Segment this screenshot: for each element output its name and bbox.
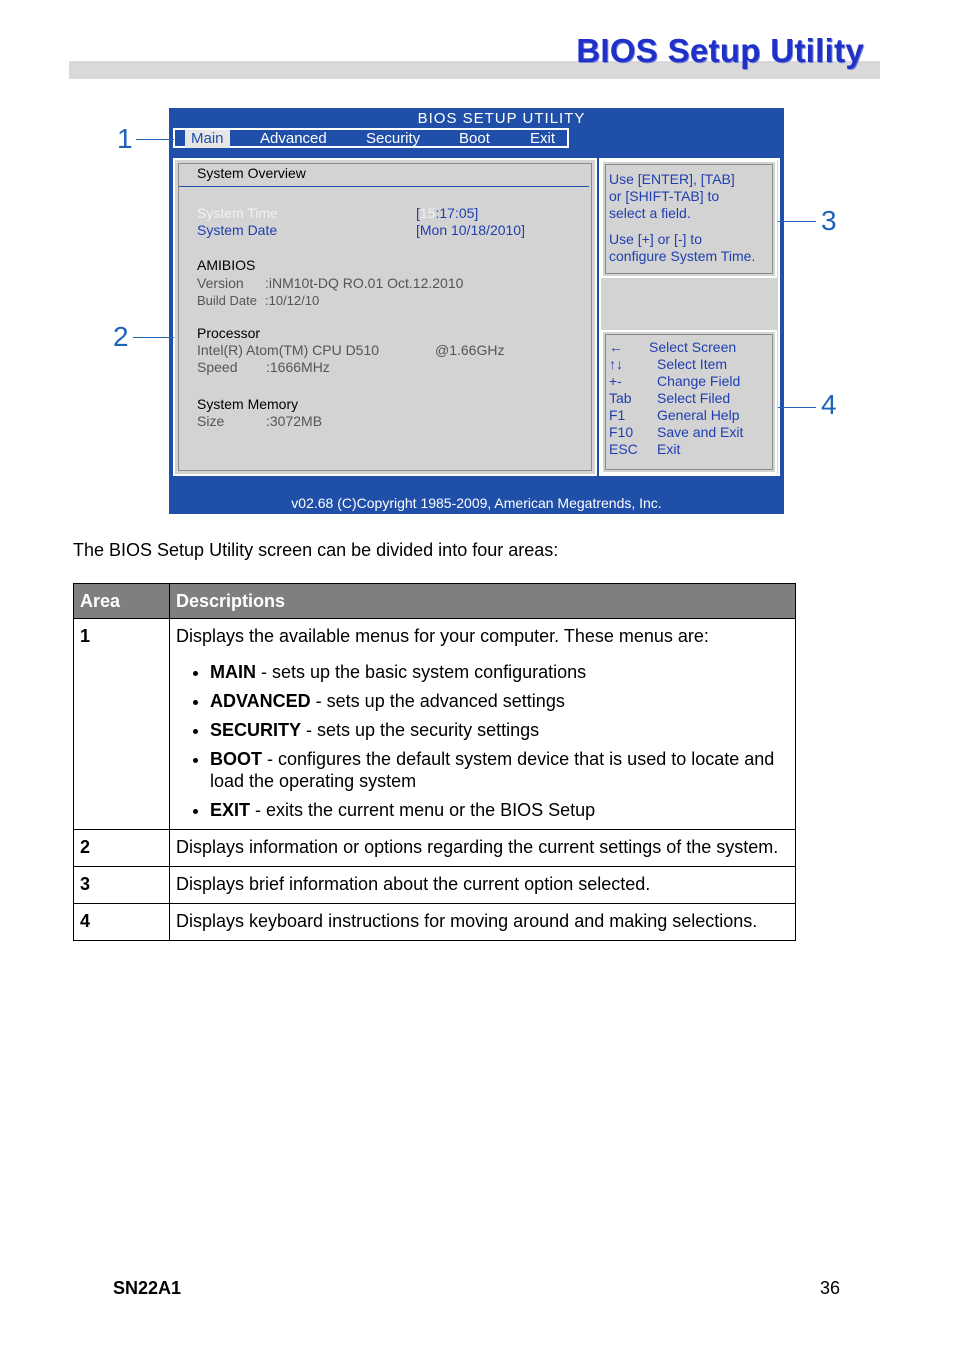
page-title: BIOS Setup Utility — [576, 32, 864, 69]
area-description: Displays information or options regarding the current settings of the system. — [170, 830, 796, 867]
system-date-value[interactable]: [Mon 10/18/2010] — [416, 222, 525, 238]
area-description: Displays keyboard instructions for moving around and making selections. — [170, 904, 796, 941]
callout-3: 3 — [821, 205, 837, 236]
key-tab: Tab — [609, 390, 632, 406]
callout-3-line — [778, 221, 816, 222]
system-time-value[interactable]: [15:17:05] — [416, 205, 479, 221]
help-line-1: Use [ENTER], [TAB] — [609, 171, 735, 187]
bios-screenshot — [169, 108, 784, 514]
key-desc: Change Field — [657, 373, 741, 389]
key-f10: F10 — [609, 424, 634, 440]
memory-label: System Memory — [197, 396, 299, 412]
callout-4: 4 — [821, 389, 837, 420]
key-desc: Select Item — [657, 356, 728, 372]
help-line-2: or [SHIFT-TAB] to — [609, 188, 720, 204]
overview-divider — [179, 186, 589, 187]
intro-text: The BIOS Setup Utility screen can be divided into four areas: — [73, 540, 559, 560]
key-esc: ESC — [609, 441, 638, 457]
page-number: 36 — [819, 1278, 840, 1298]
menu-list — [176, 661, 789, 821]
key-desc: Save and Exit — [657, 424, 744, 440]
list-item: • EXIT - exits the current menu or the BIOS Setup — [210, 799, 789, 821]
system-time-label[interactable]: System Time — [197, 205, 278, 221]
bios-footer: v02.68 (C)Copyright 1985-2009, American Megatrends, Inc. — [169, 492, 784, 514]
menu-security[interactable]: Security — [366, 130, 421, 147]
help-line-3: select a field. — [609, 205, 691, 221]
amibios-label: AMIBIOS — [197, 257, 256, 273]
area-description: Displays the available menus for your computer. These menus are: • MAIN - sets up the basic system configurations • ADVANCED - sets up the advanced settings • SECURITY - sets up the security settings • BOOT - configures the default system device that is used to locate and load the operating system • EXIT - exits the current menu or the BIOS Setup — [170, 619, 796, 830]
version-label: Version — [197, 275, 244, 291]
callout-1-line — [136, 139, 174, 140]
menu-boot[interactable]: Boot — [459, 130, 490, 147]
processor-freq: @1.66GHz — [435, 342, 505, 358]
callout-2: 2 — [113, 321, 129, 352]
key-desc: General Help — [657, 407, 740, 423]
help-line-4: Use [+] or [-] to — [609, 231, 702, 247]
area-description: Displays brief information about the current option selected. — [170, 867, 796, 904]
list-item: • BOOT - configures the default system device that is used to locate and load the operating system — [210, 748, 789, 792]
table-row — [74, 867, 796, 904]
key-f1: F1 — [609, 407, 626, 423]
list-item: • SECURITY - sets up the security settings — [210, 719, 789, 741]
table-row — [74, 830, 796, 867]
callout-4-line — [778, 407, 816, 408]
build-date-label: Build Date — [197, 293, 257, 308]
speed-label: Speed — [197, 359, 238, 375]
size-label: Size — [197, 413, 225, 429]
list-item: • ADVANCED - sets up the advanced settings — [210, 690, 789, 712]
table-row — [74, 904, 796, 941]
key-desc: Select Screen — [649, 339, 737, 355]
key-left-icon: ← — [609, 339, 623, 355]
area-number: 4 — [74, 904, 170, 941]
menu-advanced[interactable]: Advanced — [260, 130, 327, 147]
key-plusminus: +- — [609, 373, 622, 389]
area-number: 1 — [74, 619, 170, 830]
version-value: :iNM10t-DQ RO.01 Oct.12.2010 — [265, 275, 464, 291]
model-name: SN22A1 — [113, 1278, 182, 1298]
menu-marker — [179, 132, 182, 146]
table-row — [74, 619, 796, 830]
menu-main[interactable]: Main — [185, 130, 230, 148]
key-updown-icon: ↑↓ — [609, 356, 623, 372]
menu-exit[interactable]: Exit — [530, 130, 556, 147]
key-desc: Exit — [657, 441, 681, 457]
callout-2-line — [133, 337, 174, 338]
callout-1: 1 — [117, 123, 133, 154]
bios-title: BIOS SETUP UTILITY — [417, 110, 586, 127]
processor-label: Processor — [197, 325, 261, 341]
header-descriptions: Descriptions — [170, 584, 796, 619]
processor-name: Intel(R) Atom(TM) CPU D510 — [197, 342, 380, 358]
key-desc: Select Filed — [657, 390, 731, 406]
list-item: • MAIN - sets up the basic system configurations — [210, 661, 789, 683]
table-header-row — [74, 584, 796, 619]
area-number: 3 — [74, 867, 170, 904]
build-date-value: :10/12/10 — [265, 293, 320, 308]
header-area: Area — [74, 584, 170, 619]
system-date-label[interactable]: System Date — [197, 222, 278, 238]
size-value: :3072MB — [266, 413, 323, 429]
speed-value: :1666MHz — [266, 359, 330, 375]
areas-table — [73, 583, 796, 941]
help-line-5: configure System Time. — [609, 248, 756, 264]
overview-title: System Overview — [197, 165, 306, 181]
area-number: 2 — [74, 830, 170, 867]
